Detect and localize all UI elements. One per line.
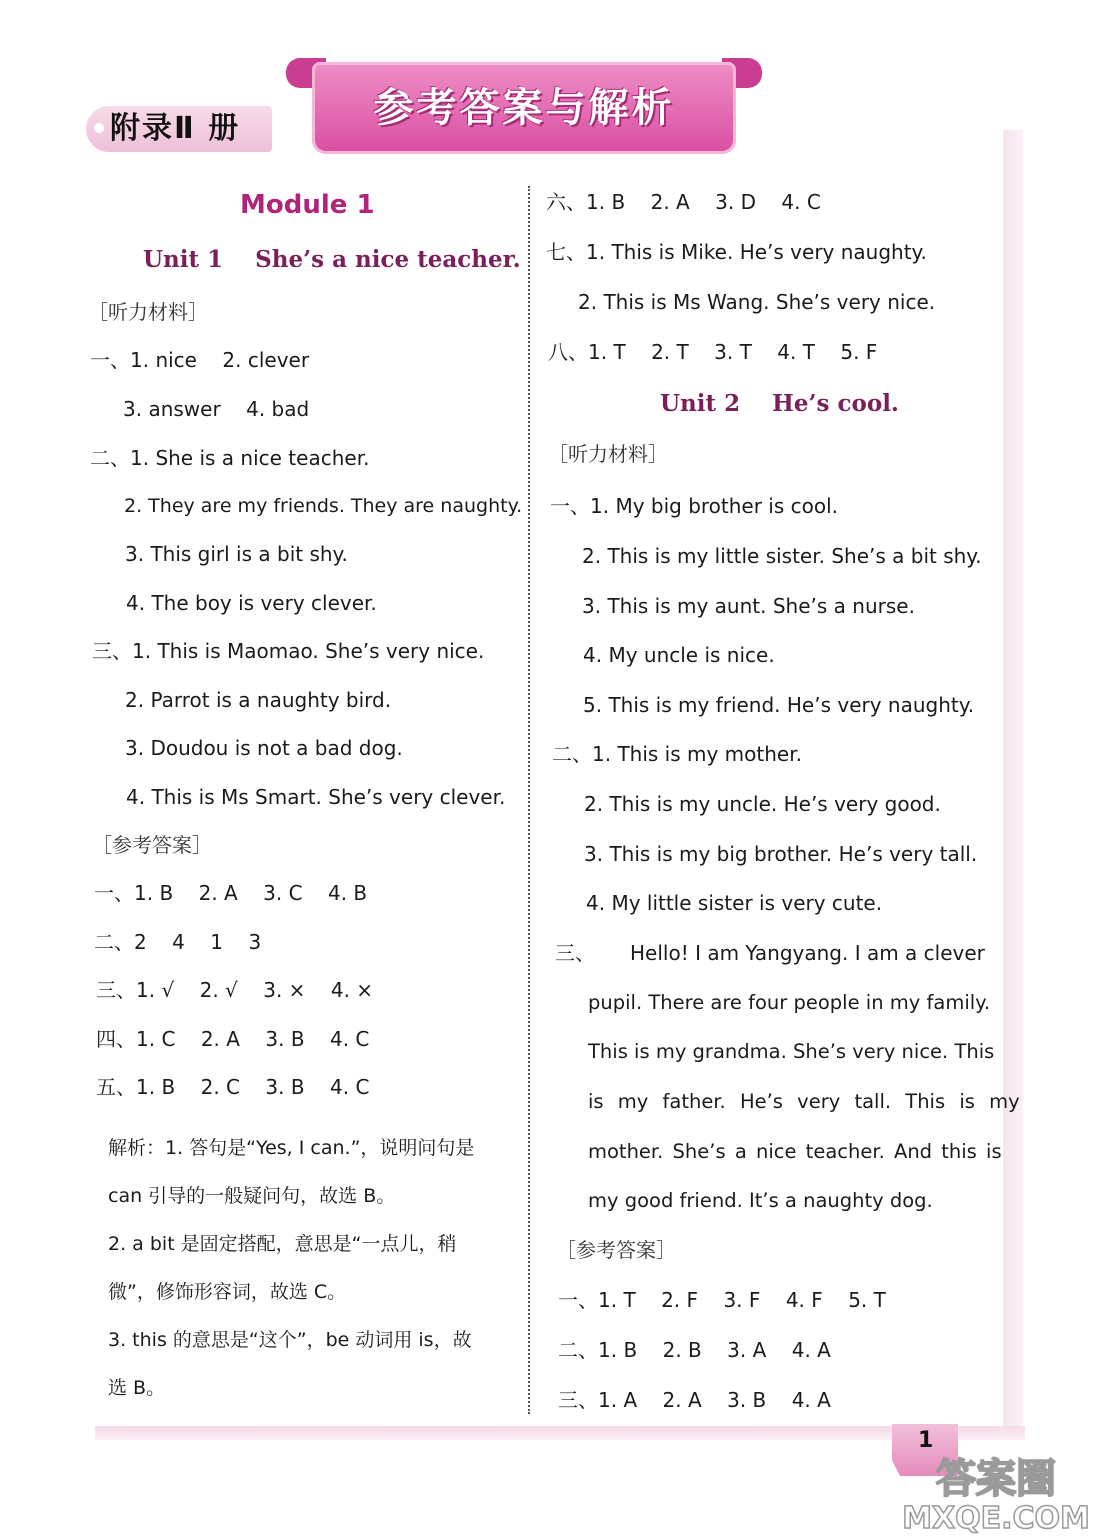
answer-line: 一、1. T 2. F 3. F 4. F 5. T <box>558 1288 886 1312</box>
text-line: 二、1. This is my mother. <box>552 742 802 766</box>
text-line: 3. answer 4. bad <box>123 397 310 421</box>
text-line: 一、1. nice 2. clever <box>90 348 310 372</box>
page-number: 1 <box>918 1428 934 1453</box>
appendix-dot-icon <box>94 123 104 133</box>
text-line: 3. This is my big brother. He’s very tall. <box>584 842 978 866</box>
answer-line: 八、1. T 2. T 3. T 4. T 5. F <box>548 340 878 364</box>
section-label: ［参考答案］ <box>92 833 212 857</box>
page-title: 参考答案与解析 <box>373 85 675 131</box>
text-line: 2. Parrot is a naughty bird. <box>125 688 392 712</box>
text-line: 4. My uncle is nice. <box>583 643 775 667</box>
text-line: 一、1. My big brother is cool. <box>550 494 839 518</box>
text-line: 3. This girl is a bit shy. <box>125 542 348 566</box>
passage-line: pupil. There are four people in my family. <box>588 991 991 1014</box>
unit-title: Unit 1 She’s a nice teacher. <box>143 246 521 273</box>
text-line: 三、1. This is Maomao. She’s very nice. <box>92 639 485 663</box>
text-line: 4. This is Ms Smart. She’s very clever. <box>126 785 506 809</box>
answer-line: 三、1. √ 2. √ 3. × 4. × <box>96 978 374 1002</box>
answer-line: 一、1. B 2. A 3. C 4. B <box>94 881 368 905</box>
text-line: 3. Doudou is not a bad dog. <box>125 736 403 760</box>
unit-title: Unit 2 He’s cool. <box>660 390 899 417</box>
section-label: ［听力材料］ <box>548 442 668 466</box>
explanation-line: 微”，修饰形容词，故选 C。 <box>108 1281 347 1303</box>
explanation-line: 解析：1. 答句是“Yes, I can.”，说明问句是 <box>108 1137 475 1159</box>
appendix-label: 附录Ⅱ 册 <box>110 111 241 146</box>
section-label: ［参考答案］ <box>556 1238 676 1262</box>
text-line: 2. They are my friends. They are naughty. <box>124 495 523 517</box>
text-line: 5. This is my friend. He’s very naughty. <box>583 693 975 717</box>
explanation-line: can 引导的一般疑问句，故选 B。 <box>108 1185 396 1207</box>
question-number: 三、 <box>555 941 595 965</box>
text-line: 2. This is my uncle. He’s very good. <box>584 792 941 816</box>
text-line: 七、1. This is Mike. He’s very naughty. <box>546 240 927 264</box>
explanation-line: 2. a bit 是固定搭配，意思是“一点儿，稍 <box>108 1233 457 1255</box>
footer-decoration <box>95 1426 1025 1440</box>
answer-line: 六、1. B 2. A 3. D 4. C <box>546 190 821 214</box>
answer-line: 二、2 4 1 3 <box>94 930 262 954</box>
passage-line: is my father. He’s very tall. This is my <box>588 1090 1020 1113</box>
passage-line: my good friend. It’s a naughty dog. <box>588 1189 933 1212</box>
text-line: 2. This is Ms Wang. She’s very nice. <box>578 290 936 314</box>
page-edge-decoration <box>1003 130 1023 1430</box>
text-line: 4. My little sister is very cute. <box>586 891 883 915</box>
answer-line: 五、1. B 2. C 3. B 4. C <box>96 1075 370 1099</box>
column-divider <box>528 186 530 1414</box>
answer-line: 三、1. A 2. A 3. B 4. A <box>558 1388 831 1412</box>
watermark-logo <box>900 1448 1092 1536</box>
text-line: 2. This is my little sister. She’s a bit shy. <box>582 544 982 568</box>
module-title: Module 1 <box>240 190 375 220</box>
answer-line: 四、1. C 2. A 3. B 4. C <box>96 1027 370 1051</box>
text-line: 二、1. She is a nice teacher. <box>90 446 370 470</box>
explanation-line: 选 B。 <box>108 1377 166 1399</box>
text-line: 3. This is my aunt. She’s a nurse. <box>582 594 915 618</box>
section-label: ［听力材料］ <box>88 300 208 324</box>
passage-line: Hello! I am Yangyang. I am a clever <box>630 941 985 965</box>
text-line: 4. The boy is very clever. <box>126 591 377 615</box>
explanation-line: 3. this 的意思是“这个”，be 动词用 is，故 <box>108 1329 472 1351</box>
passage-line: This is my grandma. She’s very nice. This <box>588 1040 995 1063</box>
answer-line: 二、1. B 2. B 3. A 4. A <box>558 1338 831 1362</box>
watermark-bottom-text: MXQE.COM <box>902 1501 1090 1536</box>
passage-line: mother. She’s a nice teacher. And this is <box>588 1140 1002 1163</box>
watermark-top-text: 答案圈 <box>936 1456 1056 1502</box>
